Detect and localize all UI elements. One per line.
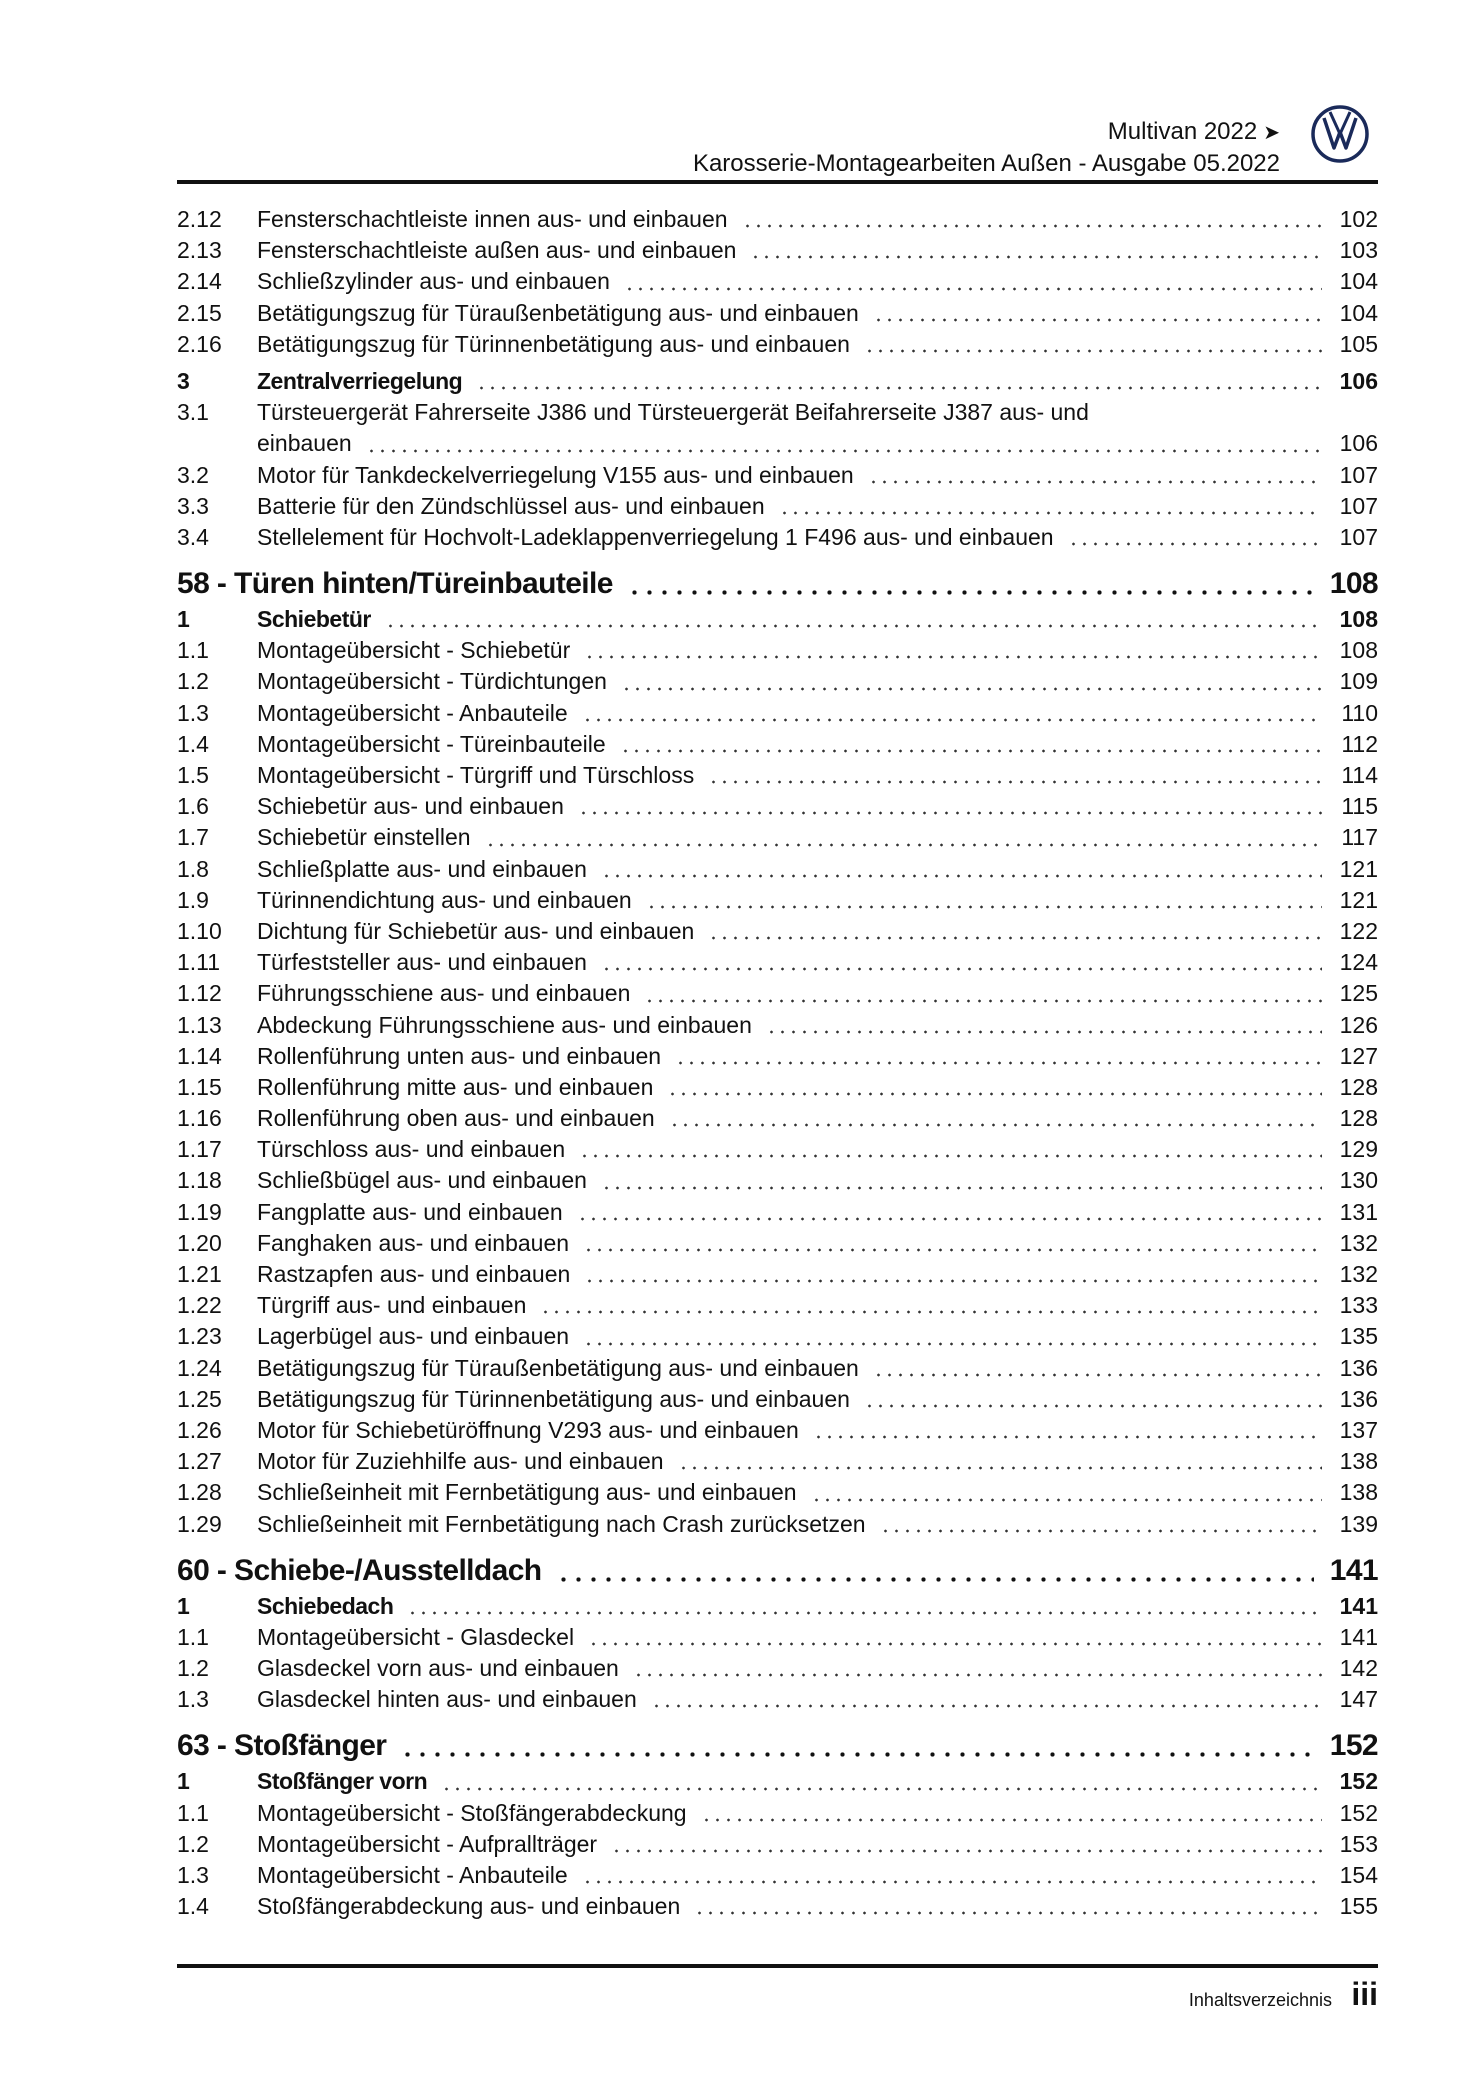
entry-number: 1.5 [177,762,209,789]
dot-leader [578,811,1322,815]
dot-leader [485,843,1322,847]
dot-leader [701,1818,1322,1822]
entry-page: 115 [1341,793,1378,820]
entry-number: 1.6 [177,793,209,820]
entry-title: Batterie für den Zündschlüssel aus- und einbauen [257,492,765,519]
entry-number: 1 [177,1592,190,1619]
entry-title: Montageübersicht - Aufprallträger [257,1830,598,1857]
toc-entry[interactable] [177,1509,1378,1540]
entry-page: 122 [1339,917,1378,944]
entry-title: Zentralverriegelung [257,367,463,394]
dot-leader [694,1911,1322,1915]
vw-logo-icon [1310,104,1370,164]
toc-entry[interactable] [177,822,1378,853]
dot-leader [621,687,1322,691]
dot-leader [678,1466,1322,1470]
dot-leader [1068,542,1322,546]
entry-title: Türinnendichtung aus- und einbauen [257,886,632,913]
entry-title: Schließzylinder aus- und einbauen [257,268,610,295]
toc-entry[interactable] [177,1197,1378,1228]
entry-title: Schließplatte aus- und einbauen [257,855,587,882]
entry-title: Schiebetür einstellen [257,824,471,851]
entry-page: 147 [1339,1686,1378,1713]
entry-page: 138 [1339,1479,1378,1506]
toc-entry[interactable] [177,1134,1378,1165]
dot-leader [476,386,1322,390]
entry-title: Montageübersicht - Türeinbauteile [257,730,606,757]
toc-entry[interactable] [177,1446,1378,1477]
entry-page: 128 [1339,1105,1378,1132]
entry-number: 1.15 [177,1073,222,1100]
entry-number: 1.28 [177,1479,222,1506]
toc-entry[interactable] [177,1684,1378,1715]
page-header [177,112,1378,184]
entry-number: 1.2 [177,1655,209,1682]
entry-page: 152 [1329,1729,1378,1763]
entry-title: Rollenführung unten aus- und einbauen [257,1042,662,1069]
entry-page: 130 [1339,1167,1378,1194]
entry-title: Montageübersicht - Stoßfängerabdeckung [257,1799,687,1826]
dot-leader [864,349,1322,353]
dot-leader [556,1577,1314,1582]
dot-leader [708,936,1322,940]
entry-title-cont: einbauen [257,430,352,457]
entry-title: Schließeinheit mit Fernbetätigung aus- und einbauen [257,1479,797,1506]
dot-leader [868,480,1322,484]
entry-number: 1.1 [177,1623,209,1650]
dot-leader [601,967,1322,971]
entry-number: 1.8 [177,855,209,882]
dot-leader [675,1061,1322,1065]
entry-page: 107 [1339,523,1378,550]
entry-page: 106 [1339,430,1378,457]
entry-number: 1.27 [177,1448,222,1475]
entry-number: 1.17 [177,1136,222,1163]
entry-title: Fanghaken aus- und einbauen [257,1229,570,1256]
toc-entry[interactable] [177,854,1378,885]
entry-page: 108 [1339,637,1378,664]
entry-page: 110 [1341,699,1378,726]
entry-number: 1.16 [177,1105,222,1132]
toc-entry[interactable] [177,1384,1378,1415]
entry-number: 2.12 [177,206,222,232]
dot-leader [627,590,1314,595]
toc-entry[interactable] [177,1891,1378,1922]
entry-title: Glasdeckel vorn aus- und einbauen [257,1655,619,1682]
toc-entry[interactable] [177,235,1378,266]
footer-page-number: iii [1351,1976,1378,2012]
entry-number: 1.19 [177,1198,222,1225]
page-footer [177,1964,1378,2012]
entry-page: 154 [1339,1862,1378,1889]
toc-entry[interactable] [177,1353,1378,1384]
entry-title: Türschloss aus- und einbauen [257,1136,566,1163]
toc-entry[interactable] [177,885,1378,916]
entry-number: 2.13 [177,237,222,264]
entry-title: Stellelement für Hochvolt-Ladeklappenverriegelung 1 F496 aus- und einbauen [257,523,1054,550]
entry-number: 1.4 [177,730,209,757]
header-subtitle: Karosserie-Montagearbeiten Außen - Ausgabe 05.2022 [692,150,1280,177]
entry-number: 1.9 [177,886,209,913]
dot-leader [579,1154,1322,1158]
entry-number: 1.25 [177,1385,222,1412]
entry-title: Schiebetür [257,606,371,633]
entry-number: 3.3 [177,492,209,519]
toc-entry[interactable] [177,698,1378,729]
toc-entry[interactable] [177,1103,1378,1134]
entry-title: Montageübersicht - Anbauteile [257,1862,568,1889]
dot-leader [669,1123,1322,1127]
entry-title: Schiebetür aus- und einbauen [257,793,564,820]
entry-number: 3.1 [177,399,209,426]
entry-page: 107 [1339,492,1378,519]
entry-number: 2.14 [177,268,222,295]
toc-section[interactable] [177,1766,1378,1797]
toc-entry[interactable] [177,1798,1378,1829]
toc-section[interactable] [177,1591,1378,1622]
toc-entry[interactable] [177,266,1378,297]
entry-number: 1.10 [177,917,222,944]
entry-title: Montageübersicht - Anbauteile [257,699,568,726]
toc-entry[interactable] [177,1165,1378,1196]
toc-section[interactable] [177,604,1378,635]
entry-number: 1.21 [177,1261,222,1288]
dot-leader [584,1279,1322,1283]
toc-entry[interactable] [177,947,1378,978]
entry-number: 3.2 [177,461,209,488]
entry-page: 152 [1339,1768,1378,1795]
entry-number: 1.23 [177,1323,222,1350]
dot-leader [582,718,1322,722]
toc-entry[interactable] [177,978,1378,1009]
toc-entry[interactable] [177,791,1378,822]
entry-title: Türgriff aus- und einbauen [257,1292,527,1319]
entry-page: 121 [1339,855,1378,882]
dot-leader [583,1248,1322,1252]
toc-entry[interactable] [177,1041,1378,1072]
entry-page: 124 [1339,949,1378,976]
dot-leader [811,1498,1322,1502]
entry-page: 125 [1339,980,1378,1007]
toc-entry[interactable] [177,1321,1378,1352]
dot-leader [601,874,1322,878]
dot-leader [624,287,1322,291]
toc-entry[interactable] [177,298,1378,329]
toc-entry[interactable] [177,760,1378,791]
entry-number: 1.11 [177,949,221,976]
entry-number: 1.12 [177,980,222,1007]
toc-entry[interactable] [177,1622,1378,1653]
entry-page: 142 [1339,1655,1378,1682]
entry-number: 1.24 [177,1354,222,1381]
entry-number: 1.29 [177,1510,222,1537]
dot-leader [540,1310,1322,1314]
entry-page: 138 [1339,1448,1378,1475]
entry-page: 114 [1341,762,1378,789]
dot-leader [620,749,1322,753]
dot-leader [766,1030,1322,1034]
entry-page: 127 [1339,1042,1378,1069]
entry-page: 141 [1339,1592,1378,1619]
entry-title: Schiebedach [257,1592,394,1619]
entry-number: 1.1 [177,1799,209,1826]
dot-leader [584,655,1322,659]
toc-entry[interactable] [177,1072,1378,1103]
dot-leader [779,511,1322,515]
entry-title: Lagerbügel aus- und einbauen [257,1323,570,1350]
entry-number: 2.16 [177,330,222,357]
toc-entry[interactable] [177,204,1378,235]
entry-number: 1.14 [177,1042,222,1069]
entry-page: 141 [1329,1553,1378,1587]
entry-title: Rollenführung mitte aus- und einbauen [257,1073,654,1100]
dot-leader [385,624,1322,628]
entry-title: Abdeckung Führungsschiene aus- und einbauen [257,1011,752,1038]
dot-leader [583,1342,1322,1346]
entry-title: Stoßfänger vorn [257,1768,428,1795]
dot-leader [646,905,1322,909]
toc-section[interactable] [177,366,1378,397]
entry-number: 1.20 [177,1229,222,1256]
entry-page: 108 [1339,606,1378,633]
entry-page: 129 [1339,1136,1378,1163]
entry-title: Rollenführung oben aus- und einbauen [257,1105,655,1132]
entry-number: 1.22 [177,1292,222,1319]
entry-title: Fangplatte aus- und einbauen [257,1198,563,1225]
dot-leader [633,1673,1322,1677]
dot-leader [407,1611,1322,1615]
entry-number: 2.15 [177,299,222,326]
entry-title: Montageübersicht - Türgriff und Türschloss [257,762,695,789]
entry-page: 109 [1339,668,1378,695]
dot-leader [400,1752,1314,1757]
entry-page: 135 [1339,1323,1378,1350]
model-title: Multivan 2022 [1107,118,1258,145]
toc-entry[interactable] [177,1477,1378,1508]
entry-page: 104 [1339,268,1378,295]
entry-page: 132 [1339,1229,1378,1256]
entry-title: Betätigungszug für Türinnenbetätigung aus- und einbauen [257,1385,850,1412]
entry-page: 102 [1339,206,1378,232]
footer-section: Inhaltsverzeichnis [1188,1990,1332,2010]
entry-number: 1.1 [177,637,209,664]
entry-page: 139 [1339,1510,1378,1537]
entry-number: 1.3 [177,1862,209,1889]
toc-entry[interactable] [177,397,1378,459]
dot-leader [880,1529,1322,1533]
dot-leader [873,318,1322,322]
entry-page: 128 [1339,1073,1378,1100]
entry-title: Montageübersicht - Schiebetür [257,637,571,664]
dot-leader [651,1704,1322,1708]
toc-entry[interactable] [177,1415,1378,1446]
entry-title: Betätigungszug für Türaußenbetätigung aus- und einbauen [257,299,859,326]
entry-number: 1.7 [177,824,209,851]
entry-number: 1.2 [177,1830,209,1857]
header-model [1108,118,1280,146]
toc-entry[interactable] [177,1228,1378,1259]
toc-entry[interactable] [177,522,1378,553]
toc-entry[interactable] [177,666,1378,697]
dot-leader [582,1880,1322,1884]
entry-number: 1 [177,1768,190,1795]
dot-leader [441,1787,1322,1791]
entry-title: Stoßfängerabdeckung aus- und einbauen [257,1893,681,1920]
entry-title: Fensterschachtleiste außen aus- und einbauen [257,237,737,264]
toc-entry[interactable] [177,729,1378,760]
dot-leader [588,1642,1322,1646]
dot-leader [742,224,1322,228]
entry-title: 58 - Türen hinten/Türeinbauteile [177,567,613,601]
entry-number: 1.2 [177,668,209,695]
toc-entry[interactable] [177,329,1378,360]
dot-leader [577,1217,1322,1221]
entry-page: 121 [1339,886,1378,913]
dot-leader [644,999,1322,1003]
entry-page: 132 [1339,1261,1378,1288]
entry-title: Fensterschachtleiste innen aus- und einbauen [257,206,728,232]
toc-entry[interactable] [177,1829,1378,1860]
toc-entry[interactable] [177,460,1378,491]
entry-title: Motor für Zuziehhilfe aus- und einbauen [257,1448,664,1475]
dot-leader [750,255,1322,259]
entry-page: 126 [1339,1011,1378,1038]
entry-number: 1.3 [177,1686,209,1713]
entry-title: 60 - Schiebe-/Ausstelldach [177,1553,542,1587]
entry-page: 137 [1339,1416,1378,1443]
dot-leader [708,780,1322,784]
entry-page: 141 [1339,1623,1378,1650]
entry-title: Dichtung für Schiebetür aus- und einbauen [257,917,695,944]
entry-title: Motor für Tankdeckelverriegelung V155 aus- und einbauen [257,461,854,488]
toc-entry[interactable] [177,1259,1378,1290]
entry-page: 104 [1339,299,1378,326]
entry-title: Montageübersicht - Türdichtungen [257,668,607,695]
entry-page: 105 [1339,330,1378,357]
toc-chapter[interactable] [177,564,1378,604]
entry-number: 1.18 [177,1167,222,1194]
dot-leader [873,1373,1322,1377]
dot-leader [366,449,1322,453]
entry-number: 1.4 [177,1893,209,1920]
entry-page: 108 [1329,567,1378,601]
entry-page: 117 [1341,824,1378,851]
entry-title: Betätigungszug für Türaußenbetätigung aus- und einbauen [257,1354,859,1381]
entry-number: 1 [177,606,190,633]
entry-title: Führungsschiene aus- und einbauen [257,980,631,1007]
entry-page: 155 [1339,1893,1378,1920]
entry-page: 136 [1339,1354,1378,1381]
entry-page: 136 [1339,1385,1378,1412]
entry-page: 131 [1339,1198,1378,1225]
arrow-icon: ➤ [1263,122,1280,144]
toc-entry[interactable] [177,916,1378,947]
entry-title: Betätigungszug für Türinnenbetätigung aus- und einbauen [257,330,850,357]
entry-page: 152 [1339,1799,1378,1826]
entry-number: 1.3 [177,699,209,726]
entry-page: 153 [1339,1830,1378,1857]
dot-leader [601,1186,1322,1190]
dot-leader [667,1092,1322,1096]
entry-title: Rastzapfen aus- und einbauen [257,1261,571,1288]
table-of-contents [177,204,1378,1922]
toc-entry[interactable] [177,1290,1378,1321]
toc-entry[interactable] [177,635,1378,666]
toc-entry[interactable] [177,491,1378,522]
dot-leader [813,1435,1322,1439]
entry-title: 63 - Stoßfänger [177,1729,387,1763]
entry-page: 103 [1339,237,1378,264]
entry-number: 1.26 [177,1416,222,1443]
toc-entry[interactable] [177,1010,1378,1041]
entry-title: Türsteuergerät Fahrerseite J386 und Türsteuergerät Beifahrerseite J387 aus- und [257,399,1089,426]
entry-page: 112 [1341,730,1378,757]
entry-title: Montageübersicht - Glasdeckel [257,1623,575,1650]
entry-number: 3 [177,367,190,394]
toc-entry[interactable] [177,1653,1378,1684]
toc-chapter[interactable] [177,1551,1378,1591]
entry-number: 1.13 [177,1011,222,1038]
entry-title: Schließbügel aus- und einbauen [257,1167,587,1194]
toc-entry[interactable] [177,1860,1378,1891]
entry-number: 3.4 [177,523,209,550]
entry-title: Glasdeckel hinten aus- und einbauen [257,1686,637,1713]
entry-title: Schließeinheit mit Fernbetätigung nach Crash zurücksetzen [257,1510,866,1537]
dot-leader [611,1849,1322,1853]
entry-page: 106 [1339,367,1378,394]
entry-title: Motor für Schiebetüröffnung V293 aus- und einbauen [257,1416,799,1443]
dot-leader [864,1404,1322,1408]
toc-chapter[interactable] [177,1726,1378,1766]
entry-page: 107 [1339,461,1378,488]
entry-title: Türfeststeller aus- und einbauen [257,949,587,976]
entry-page: 133 [1339,1292,1378,1319]
